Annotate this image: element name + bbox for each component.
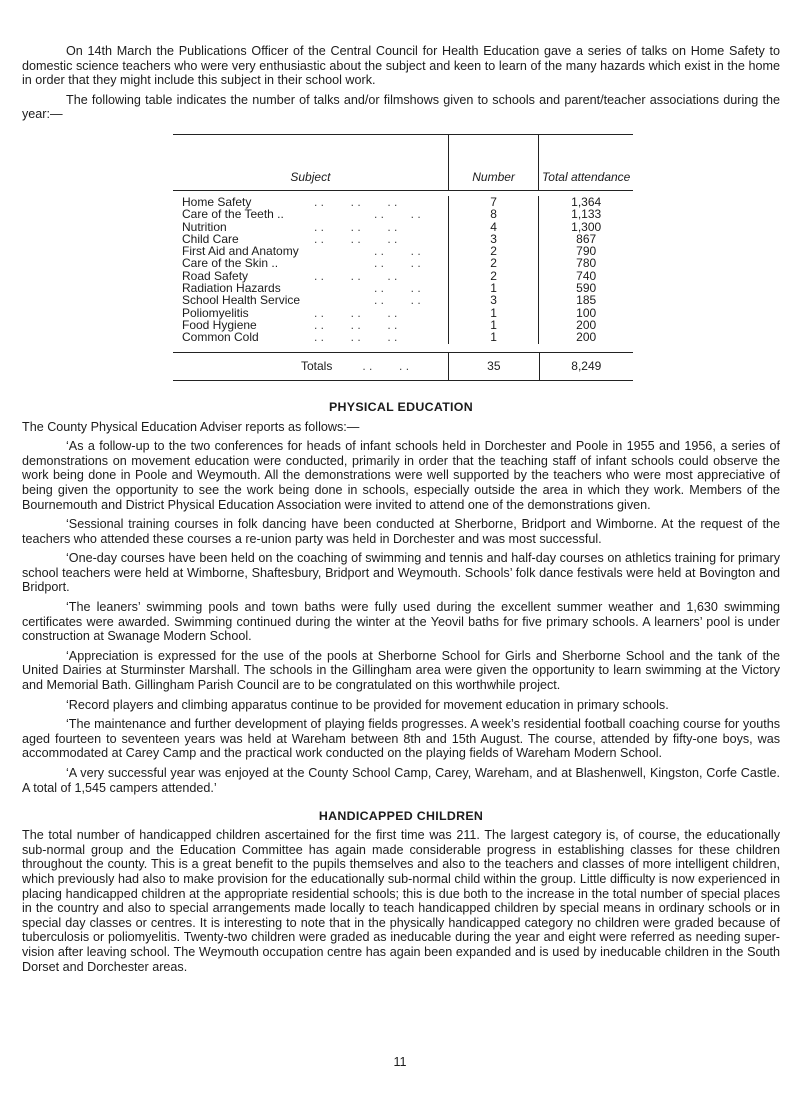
leader-dots: . . . . . .	[314, 330, 398, 345]
total-cell: 590	[576, 281, 597, 296]
pe-paragraph: ‘As a follow-up to the two conferences for heads of infant schools held in Dorchester and Poole in 1955 and 1956, a series of demonstrations on movement education were conducted, primarily in order that the teaching staff of infant schools could observe the work being done in Poole and Weymouth. All the demonstrations were well supported by the teachers who were most appreciative of being given the opportunity to see the work being done in schools, especially outside the area in which they work. Members of the Bournemouth and District Physical Education Association were invited to attend one of the demonstrations given.	[22, 439, 780, 512]
subject-cell: Care of the Skin ..	[182, 256, 279, 271]
document-page	[22, 44, 780, 974]
total-cell: 185	[576, 293, 597, 308]
subject-cell: First Aid and Anatomy	[182, 244, 299, 259]
number-cell: 2	[490, 256, 497, 271]
leader-dots: . . . . . .	[314, 231, 398, 246]
pe-paragraph: ‘The leaners’ swimming pools and town baths were fully used during the excellent summer weather and 1,630 swimming certificates were awarded. Swimming continued during the winter at the Yeovil baths for five primary schools. A learners’ pool is under construction at Swanage Modern School.	[22, 600, 780, 644]
pe-paragraph: ‘A very successful year was enjoyed at the County School Camp, Carey, Wareham, and at Blashenwell, Kingston, Corfe Castle. A total of 1,545 campers attended.’	[22, 766, 780, 795]
total-cell: 200	[576, 317, 597, 332]
handicapped-heading: HANDICAPPED CHILDREN	[318, 809, 484, 824]
subject-column	[173, 196, 448, 344]
totals-number: 35	[448, 353, 538, 380]
subject-cell: Radiation Hazards	[182, 281, 281, 296]
intro-paragraph-1: On 14th March the Publications Officer of the Central Council for Health Education gave a series of talks on Home Safety to domestic science teachers who were very enthusiastic about the subject and keen to learn of the many hazards which exist in the home in order that they might include this subject in their school work.	[22, 44, 780, 88]
subject-cell: Care of the Teeth ..	[182, 207, 284, 222]
pe-paragraph: ‘The maintenance and further development of playing fields progresses. A week’s residential football coaching course for youths aged fourteen to seventeen years was held at Wareham between 8th and 15th August. The course, attended by fifty-one boys, was accommodated at Carey Camp and the practical work conducted on the playing fields of Wareham Modern School.	[22, 717, 780, 761]
leader-dots: . . . .	[314, 281, 421, 296]
total-cell: 867	[576, 231, 597, 246]
handicapped-paragraph: The total number of handicapped children ascertained for the first time was 211. The largest category is, of course, the educationally sub-normal group and the Education Committee has again made considerable progress in establishing classes for these children throughout the county. This is a great benefit to the pupils themselves and also to the teachers and classes of more intelligent children, which previously had also to make provision for the educationally sub-normal child within the group. Little difficulty is now experienced in placing handicapped children at the appropriate residential schools; this is due both to the increase in the total number of special places in the country and also to special arrangements made locally to teach handicapped children by special means in ordinary schools or in special day classes or centres. It is interesting to note that in the physically handicapped category no children were graded because of tuberculosis or poliomyelitis. Twenty-two children were graded as ineducable during the year and eight were referred as needing super-vision after leaving school. The Weymouth occupation centre has again been expanded and is used by ineducable children in the South Dorset and Dorchester areas.	[22, 828, 780, 974]
pe-heading: PHYSICAL EDUCATION	[328, 399, 473, 414]
leader-dots: . . . .	[362, 358, 410, 373]
pe-paragraph: ‘One-day courses have been held on the coaching of swimming and tennis and half-day courses on athletics training for primary school teachers were held at Wimborne, Shaftesbury, Bridport and Weymouth. Schools’ folk dance festivals were held at Bovington and Bridport.	[22, 551, 780, 595]
leader-dots: . . . . . .	[314, 194, 398, 209]
header-subject: Subject	[290, 169, 331, 184]
subject-cell: Home Safety	[182, 194, 252, 209]
leader-dots: . . . . . .	[314, 268, 398, 283]
subject-cell: Food Hygiene	[182, 317, 257, 332]
number-cell: 2	[490, 268, 497, 283]
number-cell: 8	[490, 207, 497, 222]
pe-paragraph: ‘Record players and climbing apparatus continue to be provided for movement education in primary schools.	[66, 697, 669, 712]
number-cell: 1	[490, 305, 497, 320]
subject-cell: Road Safety	[182, 268, 249, 283]
leader-dots: . . . . . .	[314, 305, 398, 320]
leader-dots: . . . .	[314, 207, 421, 222]
number-cell: 3	[490, 293, 497, 308]
total-cell: 740	[576, 268, 597, 283]
pe-paragraph: ‘Appreciation is expressed for the use of the pools at Sherborne School for Girls and Sherborne School and the tank of the United Dairies at Sturminster Marshall. The schools in the Gillingham area were given the opportunity to learn swimming at the Victory and Memorial Bath. Gillingham Parish Council are to be congratulated on this worthwhile project.	[22, 648, 780, 693]
totals-label-cell	[173, 353, 448, 380]
number-cell: 4	[490, 219, 497, 234]
total-cell: 1,133	[571, 207, 602, 222]
number-cell: 1	[490, 317, 497, 332]
total-cell: 790	[576, 244, 597, 259]
subject-cell: School Health Service	[182, 293, 301, 308]
pe-lead: The County Physical Education Adviser reports as follows:—	[22, 419, 360, 434]
total-cell: 1,300	[571, 219, 602, 234]
talks-table	[173, 134, 633, 381]
leader-dots: . . . .	[314, 256, 421, 271]
table-header	[173, 135, 633, 191]
total-cell: 200	[576, 330, 597, 345]
number-cell: 3	[490, 231, 497, 246]
total-column	[538, 196, 633, 344]
leader-dots: . . . .	[314, 244, 421, 259]
number-cell: 7	[490, 194, 497, 209]
total-cell: 780	[576, 256, 597, 271]
table-row	[182, 331, 448, 343]
table-body	[173, 191, 633, 352]
subject-cell: Poliomyelitis	[182, 305, 249, 320]
number-cell: 2	[490, 244, 497, 259]
subject-cell: Child Care	[182, 231, 239, 246]
totals-label: Totals	[301, 358, 333, 373]
leader-dots: . . . . . .	[314, 219, 398, 234]
leader-dots: . . . .	[314, 293, 421, 308]
subject-cell: Common Cold	[182, 330, 259, 345]
subject-cell: Nutrition	[182, 219, 227, 234]
number-column	[448, 196, 539, 344]
totals-attendance: 8,249	[539, 353, 633, 380]
leader-dots: . . . . . .	[314, 317, 398, 332]
table-totals-row	[173, 352, 633, 380]
intro-paragraph-2: The following table indicates the number of talks and/or filmshows given to schools and parent/teacher associations during the year:—	[22, 92, 780, 122]
total-cell: 100	[576, 305, 597, 320]
page-number: 11	[393, 1055, 407, 1069]
number-cell: 1	[490, 330, 497, 345]
number-cell: 1	[490, 281, 497, 296]
header-number: Number	[448, 135, 539, 190]
total-cell: 1,364	[571, 194, 602, 209]
pe-paragraph: ‘Sessional training courses in folk dancing have been conducted at Sherborne, Bridport and Wimborne. At the request of the teachers who attended these courses a re-union party was held in Dorchester and was most successful.	[22, 517, 780, 546]
header-total: Total attendance	[538, 135, 633, 190]
